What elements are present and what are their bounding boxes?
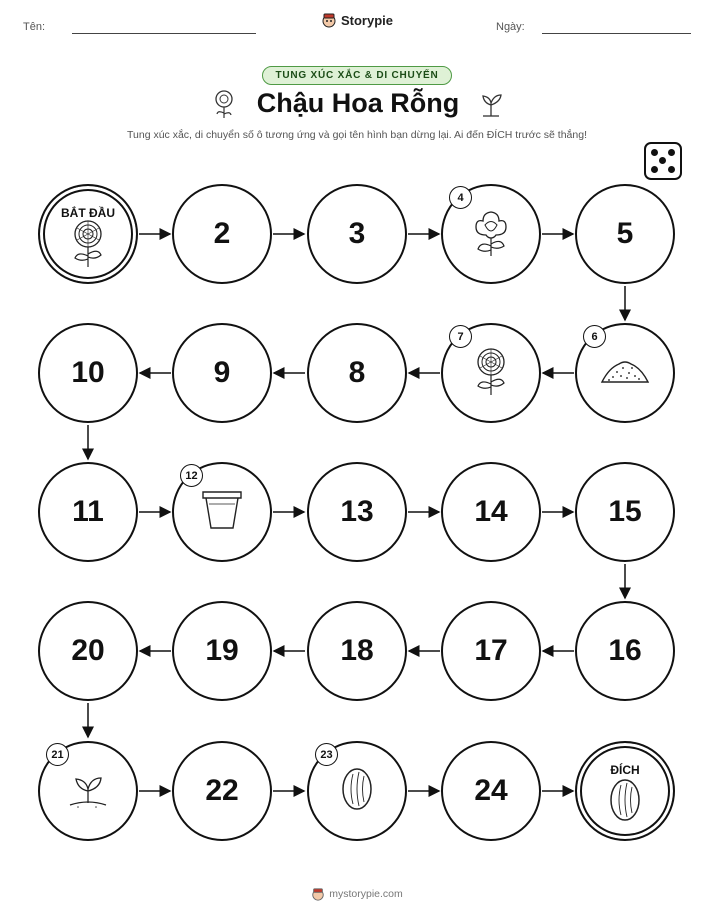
number-space xyxy=(441,601,541,701)
space-number: 2 xyxy=(213,217,231,250)
footer-url: mystorypie.com xyxy=(329,888,403,900)
number-space xyxy=(575,601,675,701)
number-space xyxy=(307,462,407,562)
number-space xyxy=(38,323,138,423)
instructions: Tung xúc xắc, di chuyển số ô tương ứng và gọi tên hình bạn dừng lại. Ai đến ĐÍCH trước sẽ thắng! xyxy=(126,129,587,141)
space-number: 16 xyxy=(608,634,642,667)
space-number: 24 xyxy=(474,774,508,807)
finish-label: ĐÍCH xyxy=(610,763,640,777)
seed-icon xyxy=(607,777,643,828)
number-space xyxy=(441,462,541,562)
number-space xyxy=(38,462,138,562)
space-number: 14 xyxy=(474,495,508,528)
activity-tag-text: TUNG XÚC XẮC & DI CHUYỂN xyxy=(262,66,451,85)
space-number-badge: 6 xyxy=(583,325,606,348)
space-number-badge: 7 xyxy=(449,325,472,348)
space-number: 17 xyxy=(474,634,508,667)
space-number: 18 xyxy=(340,634,374,667)
space-number: 13 xyxy=(340,495,374,528)
finish-space xyxy=(575,741,675,841)
mascot-icon xyxy=(311,887,325,901)
number-space xyxy=(575,462,675,562)
space-number: 3 xyxy=(348,217,366,250)
flower-pot-icon xyxy=(198,488,246,537)
number-space xyxy=(172,741,272,841)
soil-pile-icon xyxy=(599,356,651,391)
start-label: BẮT ĐẦU xyxy=(61,206,115,220)
number-space xyxy=(307,601,407,701)
number-space xyxy=(172,184,272,284)
start-space xyxy=(38,184,138,284)
space-number-badge: 12 xyxy=(180,464,203,487)
number-space xyxy=(441,741,541,841)
page-title: Chậu Hoa Rỗng xyxy=(256,88,460,118)
space-number: 9 xyxy=(213,356,231,389)
brand-name: Storypie xyxy=(340,12,393,28)
space-number-badge: 4 xyxy=(449,186,472,209)
space-number: 8 xyxy=(348,356,366,389)
flower-icon xyxy=(67,218,109,273)
number-space xyxy=(575,184,675,284)
space-number: 19 xyxy=(205,634,239,667)
peony-flower-icon xyxy=(468,207,514,262)
space-number: 20 xyxy=(71,634,105,667)
seed-icon xyxy=(339,766,375,817)
footer xyxy=(0,887,714,901)
date-label: Ngày: xyxy=(496,21,525,33)
space-number: 11 xyxy=(72,495,104,528)
number-space xyxy=(172,323,272,423)
space-number: 5 xyxy=(616,217,634,250)
number-space xyxy=(172,601,272,701)
name-label: Tên: xyxy=(23,21,46,33)
space-number-badge: 23 xyxy=(315,743,338,766)
space-number: 10 xyxy=(71,356,105,389)
space-number: 22 xyxy=(205,774,239,807)
number-space xyxy=(307,323,407,423)
flower-icon xyxy=(470,346,512,401)
space-number: 15 xyxy=(608,495,642,528)
sprout-icon xyxy=(66,767,110,816)
number-space xyxy=(307,184,407,284)
number-space xyxy=(38,601,138,701)
space-number-badge: 21 xyxy=(46,743,69,766)
